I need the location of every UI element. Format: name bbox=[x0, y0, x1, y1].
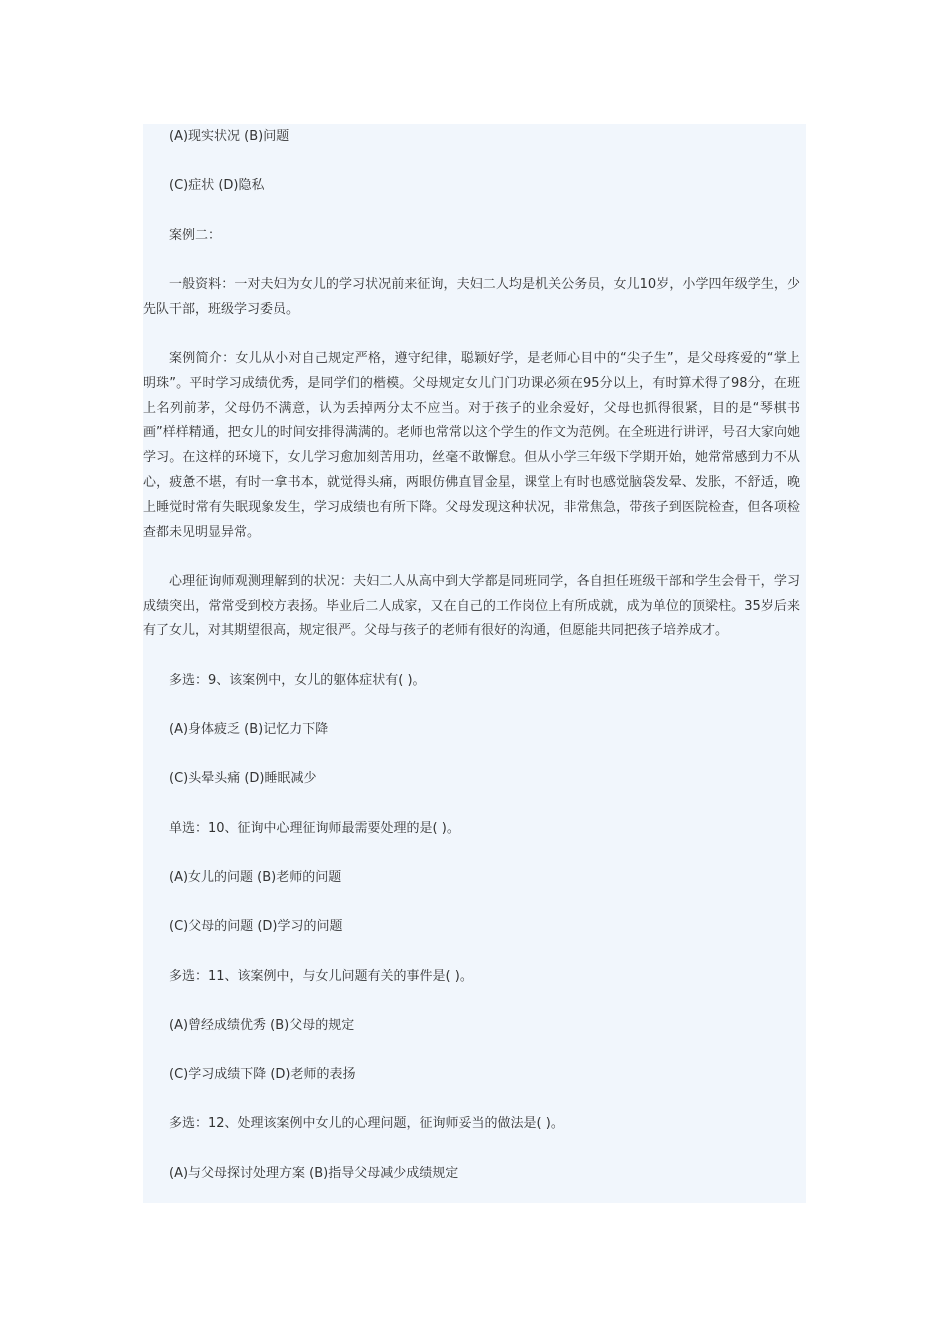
question-11-options-a-b: (A)曾经成绩优秀 (B)父母的规定 bbox=[169, 1017, 355, 1033]
option-line-a-b: (A)现实状况 (B)问题 bbox=[169, 129, 290, 144]
question-12: 多选：12、处理该案例中女儿的心理问题，征询师妥当的做法是( )。 bbox=[169, 1116, 564, 1132]
case-heading: 案例二： bbox=[169, 227, 222, 243]
question-9-options-a-b: (A)身体疲乏 (B)记忆力下降 bbox=[169, 722, 329, 738]
case-summary-paragraph: 案例简介：女儿从小对自己规定严格，遵守纪律，聪颖好学，是老师心目中的“尖子生”，是父母疼爱的“掌上明珠”。平时学习成绩优秀，是同学们的楷模。父母规定女儿门门功课必须在95分以上，有时算术得了98分，在班上名列前茅，父母仍不满意，认为丢掉两分太不应当。对于孩子的业余爱好，父母也抓得很紧，目的是“琴棋书画”样样精通，把女儿的时间安排得满满的。老师也常常以这个学生的作文为范例。在全班进行讲评，号召大家向她学习。在这样的环境下，女儿学习愈加刻苦用功，丝毫不敢懈怠。但从小学三年级下学期开始，她常常感到力不从心，疲惫不堪，有时一拿书本，就觉得头痛，两眼仿佛直冒金星，课堂上有时也感觉脑袋发晕、发胀，不舒适，晚上睡觉时常有失眠现象发生，学习成绩也有所下降。父母发现这种状况，非常焦急，带孩子到医院检查，但各项检查都未见明显异常。 bbox=[143, 350, 800, 540]
question-11: 多选：11、该案例中，与女儿问题有关的事件是( )。 bbox=[169, 968, 473, 984]
question-9-options-c-d: (C)头晕头痛 (D)睡眠减少 bbox=[169, 771, 317, 787]
question-10-options-a-b: (A)女儿的问题 (B)老师的问题 bbox=[169, 869, 342, 885]
question-12-options-a-b: (A)与父母探讨处理方案 (B)指导父母减少成绩规定 bbox=[169, 1165, 459, 1181]
observation-paragraph: 心理征询师观测理解到的状况：夫妇二人从高中到大学都是同班同学，各自担任班级干部和学生会骨干，学习成绩突出，常常受到校方表扬。毕业后二人成家，又在自己的工作岗位上有所成就，成为单位的顶梁柱。35岁后来有了女儿，对其期望很高，规定很严。父母与孩子的老师有很好的沟通，但愿能共同把孩子培养成才。 bbox=[143, 573, 800, 639]
question-10-options-c-d: (C)父母的问题 (D)学习的问题 bbox=[169, 919, 343, 935]
general-info-paragraph: 一般资料：一对夫妇为女儿的学习状况前来征询，夫妇二人均是机关公务员，女儿10岁，小学四年级学生，少先队干部，班级学习委员。 bbox=[143, 276, 800, 317]
question-10: 单选：10、征询中心理征询师最需要处理的是( )。 bbox=[169, 820, 460, 836]
article-body bbox=[143, 124, 806, 1203]
question-9: 多选：9、该案例中，女儿的躯体症状有( )。 bbox=[169, 672, 426, 688]
option-line-c-d: (C)症状 (D)隐私 bbox=[169, 178, 265, 194]
question-11-options-c-d: (C)学习成绩下降 (D)老师的表扬 bbox=[169, 1067, 356, 1083]
